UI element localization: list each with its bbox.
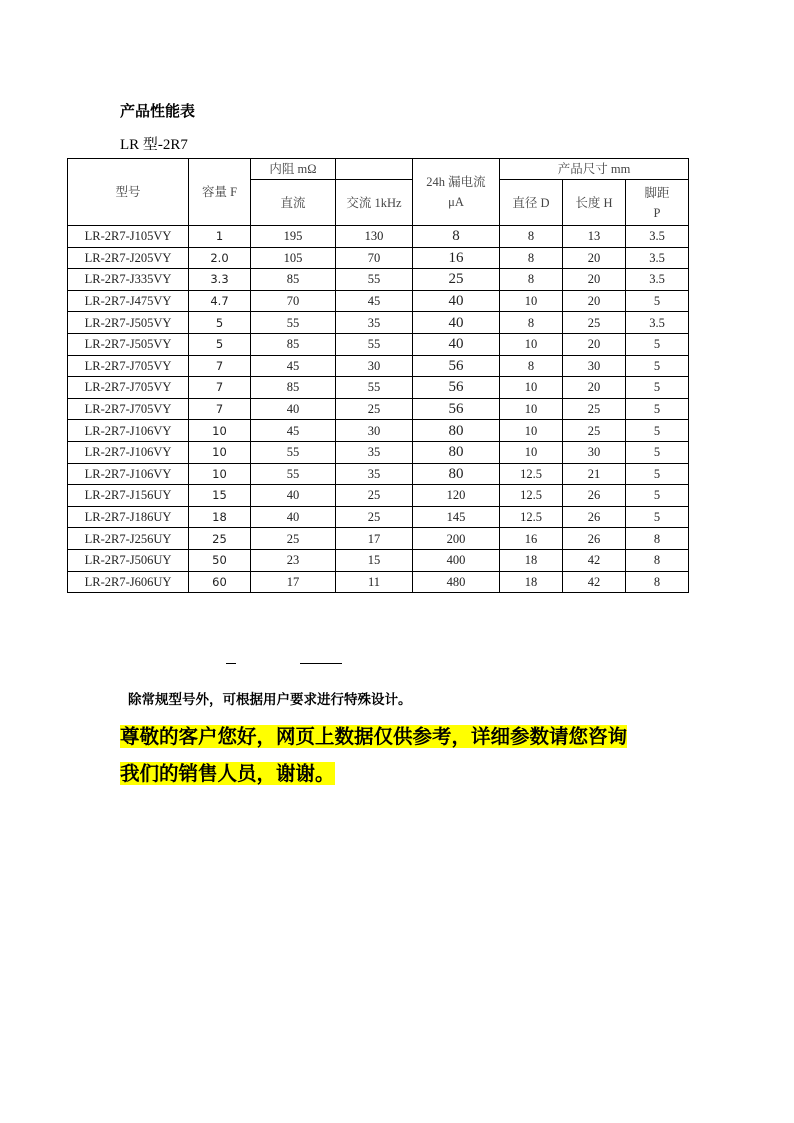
cell-dc: 85 [251,269,336,291]
cell-diameter: 12.5 [500,485,563,507]
cell-ac: 30 [336,355,413,377]
cell-capacity: 2.0 [189,247,251,269]
cell-dc: 55 [251,463,336,485]
series-subtitle: LR 型-2R7 [120,137,188,153]
cell-ac: 30 [336,420,413,442]
cell-leakage: 8 [413,226,500,248]
table-row [68,290,689,312]
table-row [68,549,689,571]
cell-pitch: 5 [626,333,689,355]
cell-pitch: 5 [626,355,689,377]
page-title: 产品性能表 [120,102,196,120]
cell-ac: 35 [336,441,413,463]
header-model: 型号 [68,159,189,226]
header-leakage [413,159,500,226]
cell-length: 26 [563,506,626,528]
cell-ac: 55 [336,333,413,355]
cell-leakage: 400 [413,549,500,571]
cell-capacity: 5 [189,312,251,334]
cell-pitch: 8 [626,571,689,593]
header-dimensions: 产品尺寸 mm [500,159,689,180]
cell-dc: 195 [251,226,336,248]
cell-ac: 55 [336,269,413,291]
cell-model: LR-2R7-J205VY [68,247,189,269]
cell-capacity: 7 [189,398,251,420]
cell-capacity: 50 [189,549,251,571]
cell-length: 13 [563,226,626,248]
cell-capacity: 25 [189,528,251,550]
cell-diameter: 10 [500,333,563,355]
cell-diameter: 18 [500,549,563,571]
fragment-line [300,663,342,664]
cell-capacity: 1 [189,226,251,248]
cell-leakage: 40 [413,333,500,355]
cell-dc: 85 [251,333,336,355]
table-row [68,312,689,334]
cell-model: LR-2R7-J106VY [68,441,189,463]
header-leakage-line1: 24h 漏电流 [426,175,486,189]
disclaimer-line2: 我们的销售人员，谢谢。 [120,762,335,785]
cell-leakage: 200 [413,528,500,550]
cell-length: 20 [563,377,626,399]
table-row [68,269,689,291]
cell-leakage: 80 [413,441,500,463]
cell-length: 25 [563,420,626,442]
cell-leakage: 25 [413,269,500,291]
header-capacity: 容量 F [189,159,251,226]
cell-pitch: 5 [626,441,689,463]
header-pitch [626,180,689,226]
cell-diameter: 10 [500,377,563,399]
custom-design-note: 除常规型号外，可根据用户要求进行特殊设计。 [128,692,412,708]
header-length: 长度 H [563,180,626,226]
cell-dc: 85 [251,377,336,399]
cell-capacity: 60 [189,571,251,593]
header-diameter: 直径 D [500,180,563,226]
cell-length: 42 [563,571,626,593]
cell-ac: 55 [336,377,413,399]
cell-leakage: 40 [413,312,500,334]
cell-pitch: 8 [626,528,689,550]
table-row [68,333,689,355]
cell-model: LR-2R7-J505VY [68,312,189,334]
cell-diameter: 8 [500,247,563,269]
table-row [68,377,689,399]
cell-diameter: 18 [500,571,563,593]
cell-model: LR-2R7-J106VY [68,420,189,442]
cell-capacity: 5 [189,333,251,355]
table-row [68,441,689,463]
cell-ac: 25 [336,485,413,507]
table-row [68,506,689,528]
cell-leakage: 480 [413,571,500,593]
table-row [68,485,689,507]
cell-ac: 25 [336,506,413,528]
cell-model: LR-2R7-J105VY [68,226,189,248]
cell-model: LR-2R7-J606UY [68,571,189,593]
table-row [68,528,689,550]
cell-leakage: 56 [413,355,500,377]
cell-leakage: 80 [413,420,500,442]
cell-dc: 40 [251,398,336,420]
cell-pitch: 3.5 [626,226,689,248]
cell-model: LR-2R7-J186UY [68,506,189,528]
cell-capacity: 10 [189,441,251,463]
cell-leakage: 56 [413,398,500,420]
cell-model: LR-2R7-J705VY [68,377,189,399]
table-row [68,398,689,420]
cell-model: LR-2R7-J256UY [68,528,189,550]
header-ac: 交流 1kHz [336,180,413,226]
cell-leakage: 80 [413,463,500,485]
cell-length: 26 [563,528,626,550]
cell-length: 30 [563,441,626,463]
cell-dc: 55 [251,312,336,334]
cell-capacity: 3.3 [189,269,251,291]
cell-model: LR-2R7-J156UY [68,485,189,507]
cell-pitch: 5 [626,398,689,420]
table-row [68,571,689,593]
cell-capacity: 15 [189,485,251,507]
header-resistance-blank [336,159,413,180]
cell-dc: 45 [251,420,336,442]
cell-length: 30 [563,355,626,377]
header-pitch-line2: P [653,205,661,220]
cell-diameter: 12.5 [500,463,563,485]
table-body [68,226,689,593]
cell-dc: 40 [251,506,336,528]
header-leakage-line2: μA [448,195,464,209]
cell-dc: 25 [251,528,336,550]
cell-dc: 17 [251,571,336,593]
cell-leakage: 145 [413,506,500,528]
cell-ac: 130 [336,226,413,248]
cell-model: LR-2R7-J506UY [68,549,189,571]
cell-dc: 45 [251,355,336,377]
cell-pitch: 5 [626,485,689,507]
cell-dc: 40 [251,485,336,507]
cell-model: LR-2R7-J106VY [68,463,189,485]
cell-leakage: 120 [413,485,500,507]
cell-pitch: 5 [626,463,689,485]
cell-length: 20 [563,333,626,355]
cell-dc: 70 [251,290,336,312]
cell-pitch: 5 [626,506,689,528]
cell-pitch: 5 [626,420,689,442]
cell-length: 20 [563,269,626,291]
cell-ac: 17 [336,528,413,550]
cell-diameter: 10 [500,441,563,463]
cell-diameter: 12.5 [500,506,563,528]
cell-length: 42 [563,549,626,571]
cell-leakage: 16 [413,247,500,269]
cell-pitch: 3.5 [626,312,689,334]
cell-ac: 25 [336,398,413,420]
cell-ac: 45 [336,290,413,312]
cell-length: 20 [563,247,626,269]
cell-pitch: 5 [626,290,689,312]
table-row [68,420,689,442]
cell-pitch: 3.5 [626,247,689,269]
cell-diameter: 8 [500,269,563,291]
table-row [68,355,689,377]
cell-model: LR-2R7-J335VY [68,269,189,291]
performance-table [67,158,689,593]
cell-diameter: 8 [500,312,563,334]
cell-diameter: 10 [500,290,563,312]
cell-diameter: 16 [500,528,563,550]
cell-ac: 70 [336,247,413,269]
cell-capacity: 4.7 [189,290,251,312]
cell-capacity: 7 [189,355,251,377]
cell-capacity: 18 [189,506,251,528]
cell-capacity: 10 [189,463,251,485]
cell-pitch: 3.5 [626,269,689,291]
cell-ac: 11 [336,571,413,593]
cell-dc: 55 [251,441,336,463]
cell-model: LR-2R7-J705VY [68,398,189,420]
cell-model: LR-2R7-J505VY [68,333,189,355]
table-row [68,226,689,248]
header-resistance: 内阻 mΩ [251,159,336,180]
cell-diameter: 10 [500,398,563,420]
cell-diameter: 10 [500,420,563,442]
cell-dc: 23 [251,549,336,571]
cell-ac: 15 [336,549,413,571]
cell-leakage: 40 [413,290,500,312]
header-pitch-line1: 脚距 [644,185,670,200]
cell-model: LR-2R7-J705VY [68,355,189,377]
cell-length: 26 [563,485,626,507]
cell-length: 20 [563,290,626,312]
cell-diameter: 8 [500,226,563,248]
cell-length: 25 [563,398,626,420]
cell-leakage: 56 [413,377,500,399]
cell-length: 21 [563,463,626,485]
cell-diameter: 8 [500,355,563,377]
fragment-line [226,663,236,664]
cell-pitch: 5 [626,377,689,399]
table-row [68,247,689,269]
cell-pitch: 8 [626,549,689,571]
cell-capacity: 10 [189,420,251,442]
cell-ac: 35 [336,312,413,334]
disclaimer-line1: 尊敬的客户您好，网页上数据仅供参考，详细参数请您咨询 [120,725,628,748]
cell-capacity: 7 [189,377,251,399]
table-row [68,463,689,485]
cell-length: 25 [563,312,626,334]
header-dc: 直流 [251,180,336,226]
cell-dc: 105 [251,247,336,269]
cell-model: LR-2R7-J475VY [68,290,189,312]
cell-ac: 35 [336,463,413,485]
disclaimer-notice [120,718,680,792]
